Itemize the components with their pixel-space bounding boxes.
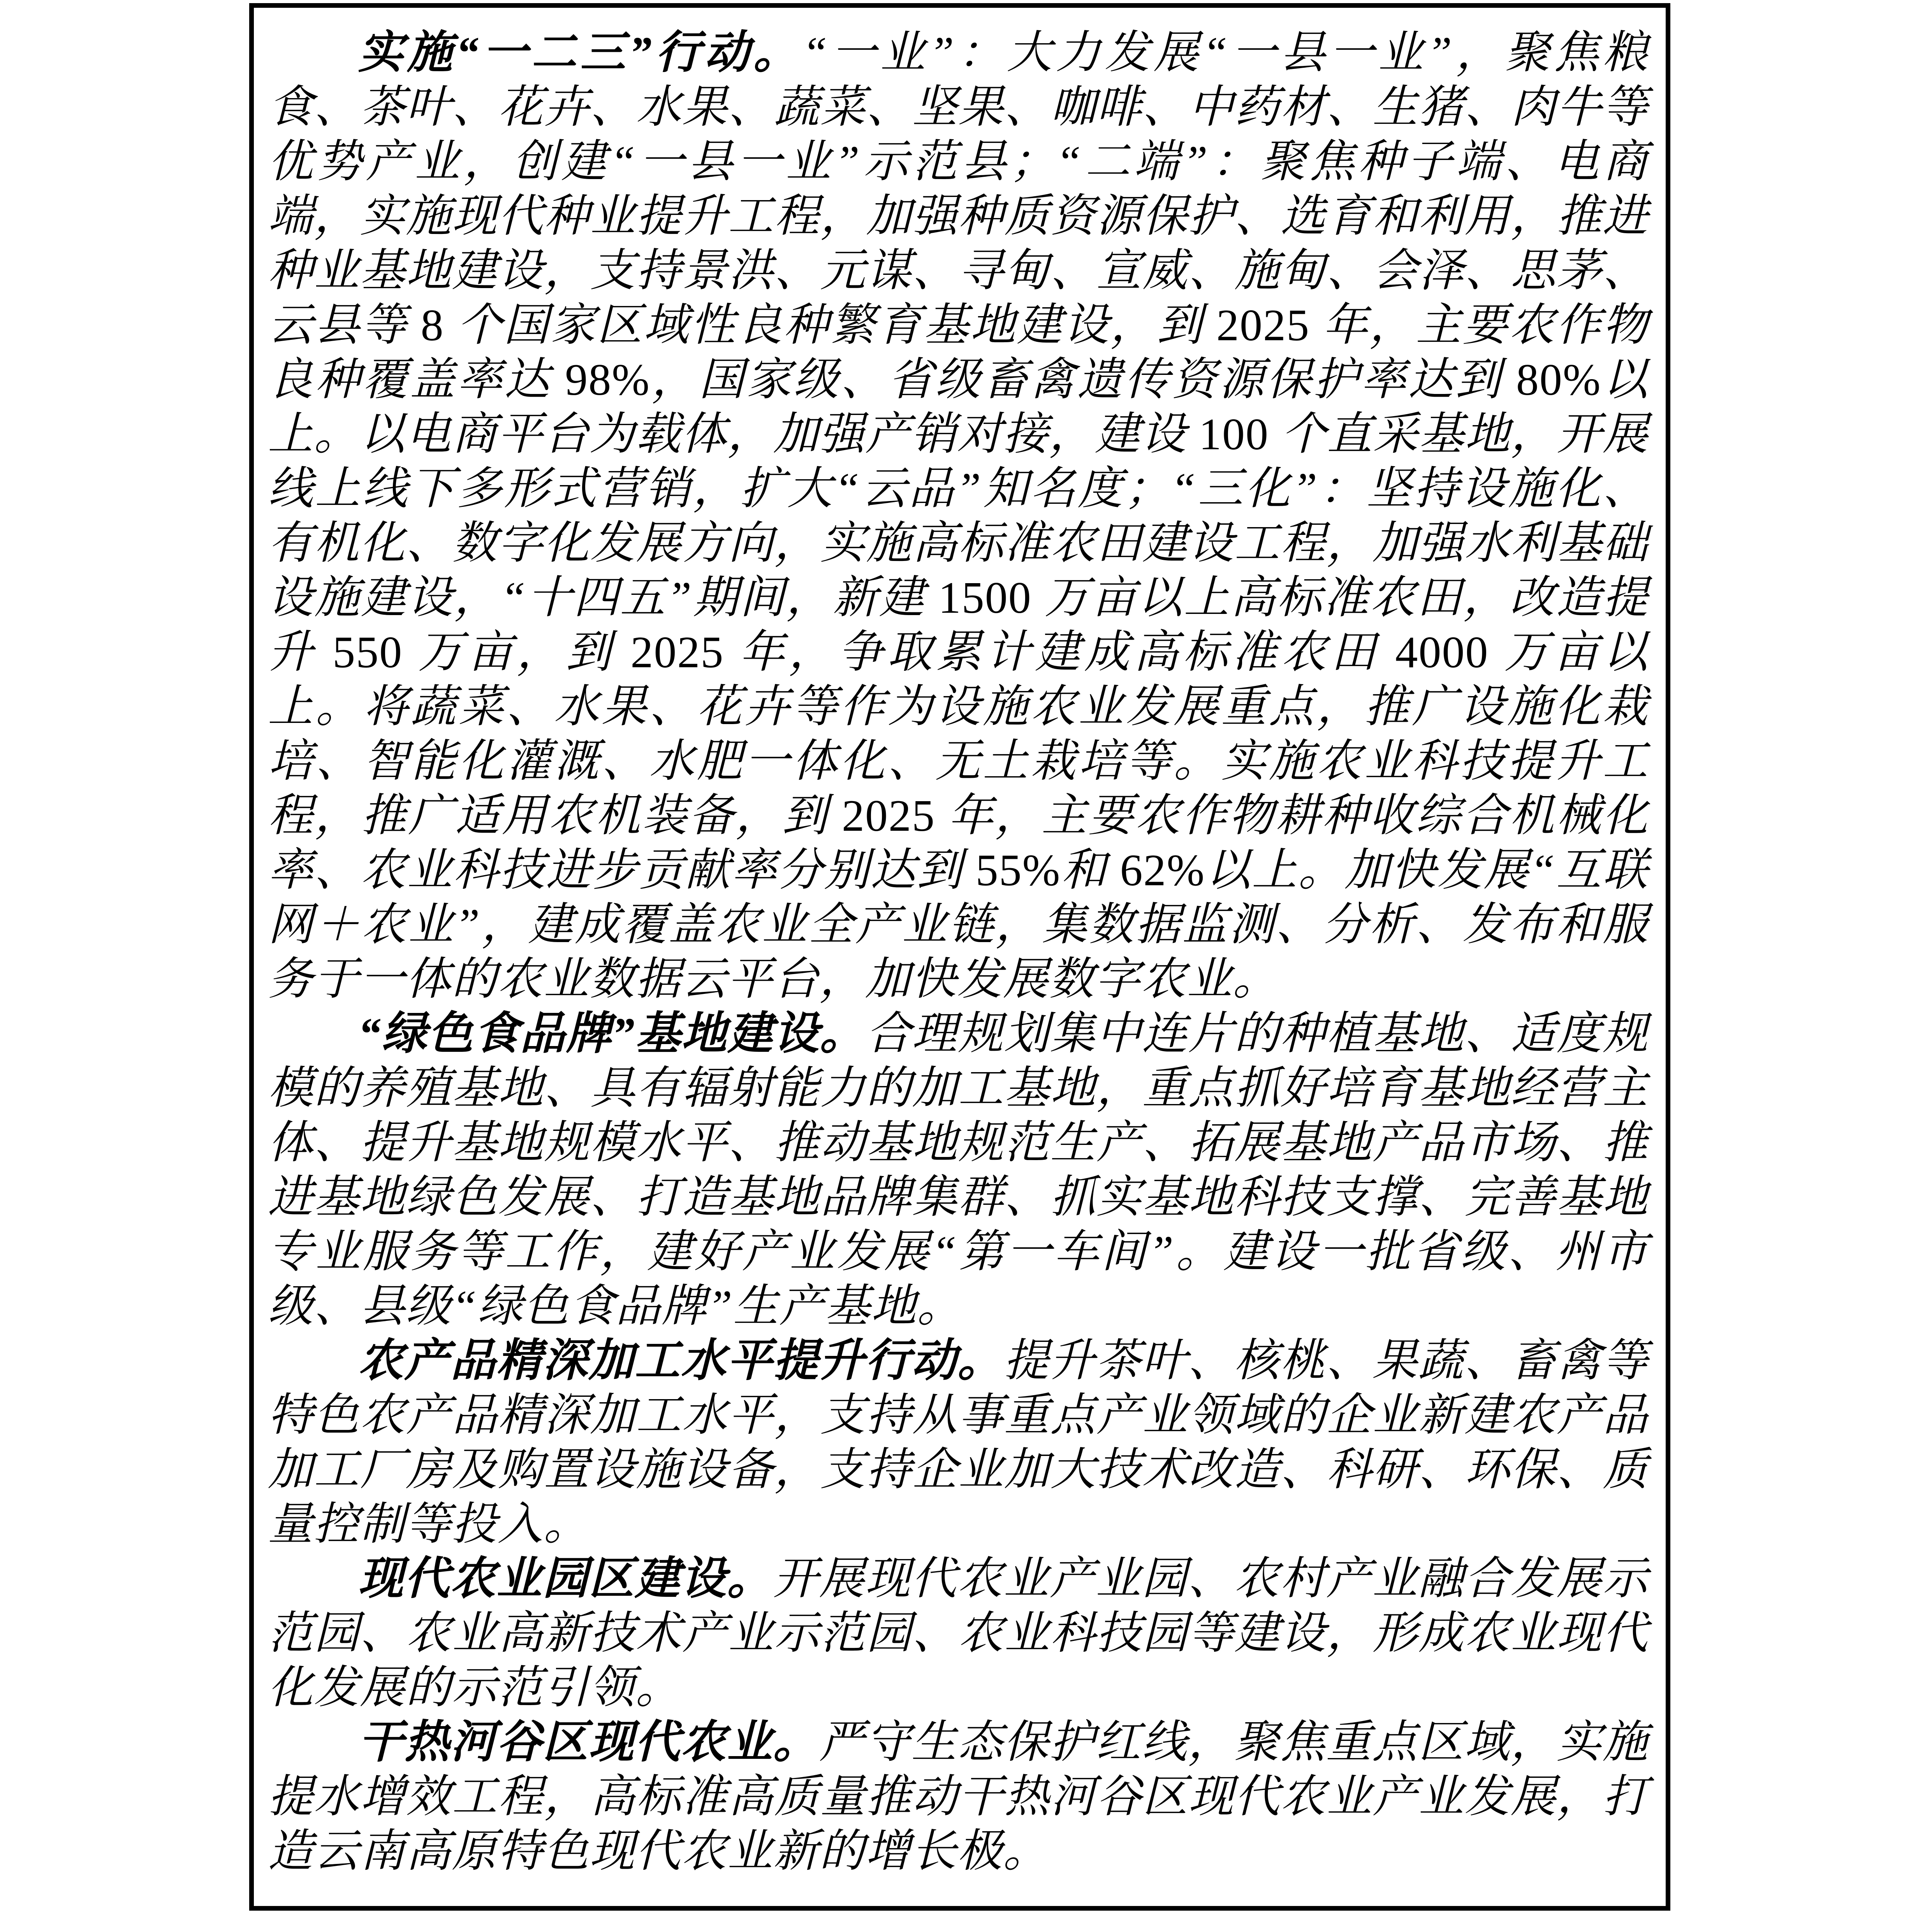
paragraph-run-in-heading: 实施“一二三”行动。: [358, 28, 802, 78]
paragraph-run-in-heading: “绿色食品牌”基地建设。: [358, 1009, 866, 1059]
paragraph-body-text: 严守生态保护红线，聚焦重点区域，实施提水增效工程，高标准高质量推动干热河谷区现代农业产业发展，打造云南高原特色现代农业新的增长极。: [268, 1718, 1649, 1876]
paragraph-action-123: [268, 26, 1649, 1007]
paragraph-run-in-heading: 农产品精深加工水平提升行动。: [358, 1336, 1004, 1386]
paragraph-body-text: “一业”：大力发展“一县一业”，聚焦粮食、茶叶、花卉、水果、蔬菜、坚果、咖啡、中药材、生猪、肉牛等优势产业，创建“一县一业”示范县；“二端”：聚焦种子端、电商端，实施现代种业提升工程，加强种质资源保护、选育和利用，推进种业基地建设，支持景洪、元谋、寻甸、宣威、施甸、会泽、思茅、云县等 8 个国家区域性良种繁育基地建设，到 2025 年，主要农作物良种覆盖率达 98%，国家级、省级畜禽遗传资源保护率达到 80%以上。以电商平台为载体，加强产销对接，建设 100 个直采基地，开展线上线下多形式营销，扩大“云品”知名度；“三化”：坚持设施化、有机化、数字化发展方向，实施高标准农田建设工程，加强水利基础设施建设，“十四五”期间，新建 1500 万亩以上高标准农田，改造提升 550 万亩，到 2025 年，争取累计建成高标准农田 4000 万亩以上。将蔬菜、水果、花卉等作为设施农业发展重点，推广设施化栽培、智能化灌溉、水肥一体化、无土栽培等。实施农业科技提升工程，推广适用农机装备，到 2025 年，主要农作物耕种收综合机械化率、农业科技进步贡献率分别达到 55%和 62%以上。加快发展“互联网＋农业”，建成覆盖农业全产业链，集数据监测、分析、发布和服务于一体的农业数据云平台，加快发展数字农业。: [268, 28, 1649, 1004]
paragraph-run-in-heading: 干热河谷区现代农业。: [358, 1718, 819, 1767]
paragraph-run-in-heading: 现代农业园区建设。: [358, 1554, 773, 1604]
paragraph-body-text: 开展现代农业产业园、农村产业融合发展示范园、农业高新技术产业示范园、农业科技园等建设，形成农业现代化发展的示范引领。: [268, 1554, 1649, 1713]
paragraph-dry-hot-valley-agriculture: [268, 1715, 1649, 1879]
page-border-frame: [249, 3, 1670, 1911]
paragraph-modern-agri-parks: [268, 1552, 1649, 1715]
document-text-column: [254, 8, 1666, 1906]
paragraph-deep-processing-upgrade: [268, 1334, 1649, 1552]
paragraph-body-text: 提升茶叶、核桃、果蔬、畜禽等特色农产品精深加工水平，支持从事重点产业领域的企业新建农产品加工厂房及购置设施设备，支持企业加大技术改造、科研、环保、质量控制等投入。: [268, 1336, 1649, 1549]
paragraph-green-food-brand-bases: [268, 1007, 1649, 1334]
paragraph-body-text: 合理规划集中连片的种植基地、适度规模的养殖基地、具有辐射能力的加工基地，重点抓好培育基地经营主体、提升基地规模水平、推动基地规范生产、拓展基地产品市场、推进基地绿色发展、打造基地品牌集群、抓实基地科技支撑、完善基地专业服务等工作，建好产业发展“第一车间”。建设一批省级、州市级、县级“绿色食品牌”生产基地。: [268, 1009, 1649, 1331]
